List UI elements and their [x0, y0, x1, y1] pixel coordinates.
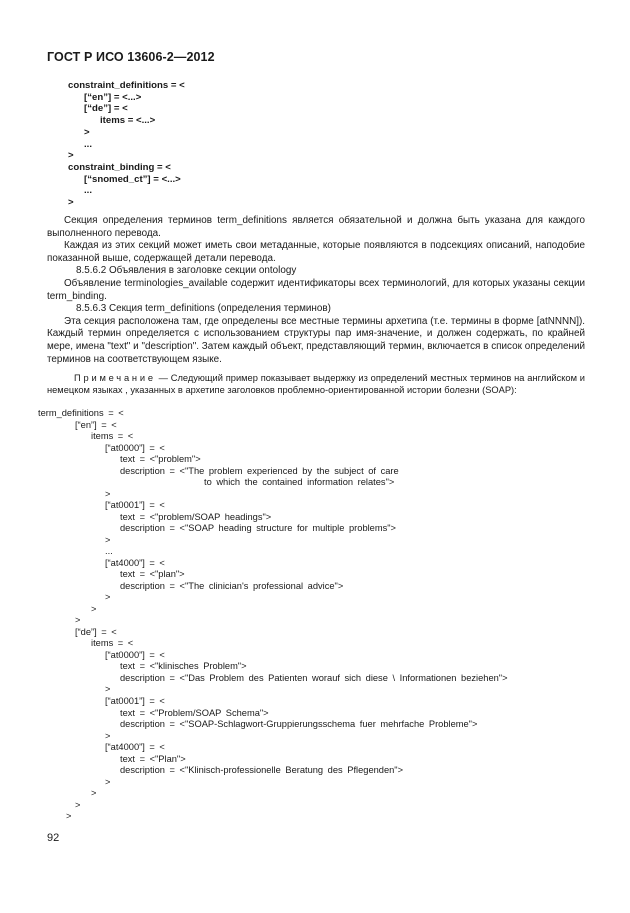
example-line: > [75, 799, 81, 810]
example-line: items = < [91, 431, 134, 442]
paragraph: Каждая из этих секций может иметь свои метаданные, которые появляются в подсекциях описаний, наподобие показанной выше, содержащей детали перевода. [47, 240, 585, 264]
section-heading: 8.5.6.2 Объявления в заголовке секции ontology [76, 265, 297, 277]
section-heading: 8.5.6.3 Секция term_definitions (определения терминов) [76, 303, 331, 315]
code-line: [“de”] = < [84, 103, 128, 115]
example-line: > [66, 811, 72, 822]
code-line: ... [84, 138, 92, 150]
example-line: text = <"klinisches Problem"> [120, 661, 247, 672]
code-line: constraint_definitions = < [68, 80, 185, 91]
paragraph: Секция определения терминов term_definitions является обязательной и должна быть указана для каждого выполненного перевода. [47, 215, 585, 239]
note-paragraph [47, 373, 585, 396]
code-line: ... [84, 185, 92, 197]
example-line: > [105, 776, 111, 787]
example-line: [“at0001”] = < [105, 696, 165, 706]
example-line: [“en”] = < [75, 419, 117, 430]
code-line: [“snomed_ct”] = <...> [84, 173, 181, 185]
example-line: > [105, 730, 111, 741]
paragraph: Эта секция расположена там, где определены все местные термины архетипа (т.е. термины в форме [atNNNN]). Каждый термин определяется с использованием структуры пар имя-значение, и должен содержать, по крайней мере, имена "text" и "description". Затем каждый объект, представляющий термин, включается в список определений терминов на соответствующем языке. [47, 315, 585, 365]
example-line: text = <"problem/SOAP headings"> [120, 511, 272, 522]
example-line: [“at0001”] = < [105, 500, 165, 511]
document-header: ГОСТ Р ИСО 13606-2—2012 [47, 50, 215, 64]
example-line: to which the contained information relates"> [204, 477, 395, 488]
example-line: ... [105, 546, 113, 557]
example-line: > [105, 684, 111, 695]
example-line: text = <"plan"> [120, 569, 185, 580]
example-line: term_definitions = < [38, 408, 124, 418]
example-line: items = < [91, 638, 134, 649]
example-line: [“at4000”] = < [105, 557, 165, 568]
example-line: [“at4000”] = < [105, 742, 165, 753]
example-line: > [91, 788, 97, 799]
example-line: description = <"The problem experienced by the subject of care [120, 465, 399, 476]
example-line: [“de”] = < [75, 626, 117, 637]
example-line: text = <"Problem/SOAP Schema"> [120, 707, 269, 718]
example-line: description = <"SOAP-Schlagwort-Gruppierungsschema fuer mehrfache Probleme"> [120, 719, 478, 730]
example-line: description = <"The clinician's professional advice"> [120, 580, 344, 591]
note-text: — Следующий пример показывает выдержку из определений местных терминов на английском и немецком языках , указанных в архетипе заголовков проблемно-ориентированной истории болезни (SOAP): [47, 373, 585, 395]
example-line: > [105, 488, 111, 499]
body-text [47, 215, 585, 366]
example-line: description = <"Klinisch-professionelle Beratung des Pflegenden"> [120, 765, 404, 776]
note-label: Примечание [74, 373, 156, 383]
example-line: [“at0000”] = < [105, 442, 165, 453]
example-line: > [105, 534, 111, 545]
code-line: > [84, 126, 90, 138]
example-line: > [91, 603, 97, 614]
code-line: [“en”] = <...> [84, 91, 142, 103]
code-line: items = <...> [100, 115, 156, 127]
example-line: > [75, 615, 81, 626]
code-line: > [68, 150, 74, 162]
example-line: > [105, 592, 111, 603]
page-number: 92 [47, 832, 60, 844]
example-line: text = <"problem"> [120, 454, 201, 465]
example-line: description = <"Das Problem des Patienten worauf sich diese \ Informationen beziehen"> [120, 672, 508, 683]
code-line: > [68, 197, 74, 208]
code-line: constraint_binding = < [68, 161, 171, 173]
example-line: text = <"Plan"> [120, 753, 186, 764]
paragraph: Объявление terminologies_available содержит идентификаторы всех терминологий, для которых указаны секции term_binding. [47, 277, 585, 302]
example-line: [“at0000”] = < [105, 649, 165, 660]
example-line: description = <"SOAP heading structure for multiple problems"> [120, 523, 396, 534]
